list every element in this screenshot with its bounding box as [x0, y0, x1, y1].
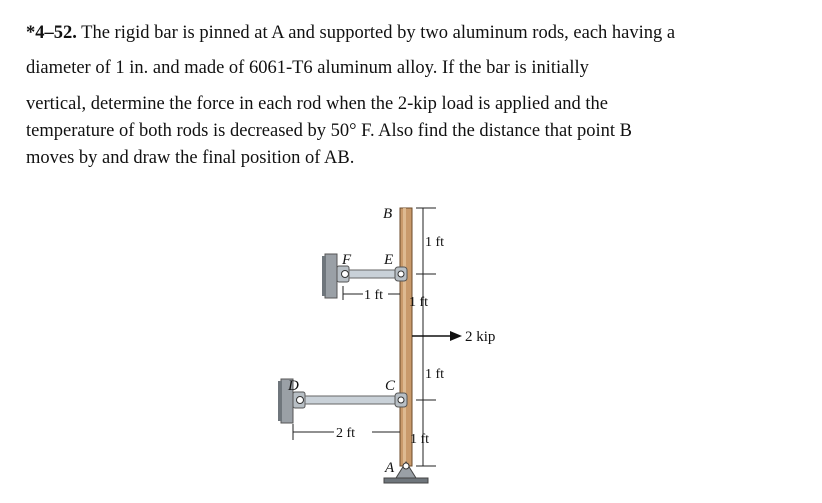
problem-line-4: temperature of both rods is decreased by 50° F. Also find the distance that point B	[26, 121, 633, 141]
load-label: 2 kip	[465, 329, 496, 345]
problem-line-2: diameter of 1 in. and made of 6061-T6 aluminum alloy. If the bar is initially	[26, 58, 589, 78]
dim-upper-mid: 1 ft	[409, 295, 429, 310]
problem-number: *4–52.	[26, 23, 77, 43]
label-d: D	[288, 378, 299, 394]
label-c: C	[385, 378, 396, 394]
problem-line-5: moves by and draw the final position of AB.	[26, 148, 355, 168]
label-e: E	[384, 252, 394, 268]
dim-bottom: 1 ft	[410, 432, 430, 447]
problem-line-3: vertical, determine the force in each rod when the 2-kip load is applied and the	[26, 94, 609, 114]
dim-rod-fe: 1 ft	[364, 288, 384, 303]
dim-top: 1 ft	[425, 235, 445, 250]
horizontal-dimension-lines	[293, 286, 400, 440]
label-a: A	[385, 460, 395, 476]
problem-line-1: *4–52. The rigid bar is pinned at A and supported by two aluminum rods, each having a	[26, 23, 676, 43]
dim-lower-mid: 1 ft	[425, 367, 445, 382]
load-arrow	[412, 331, 462, 341]
label-b: B	[383, 206, 393, 222]
label-f: F	[342, 252, 352, 268]
dim-rod-dc: 2 ft	[336, 426, 356, 441]
